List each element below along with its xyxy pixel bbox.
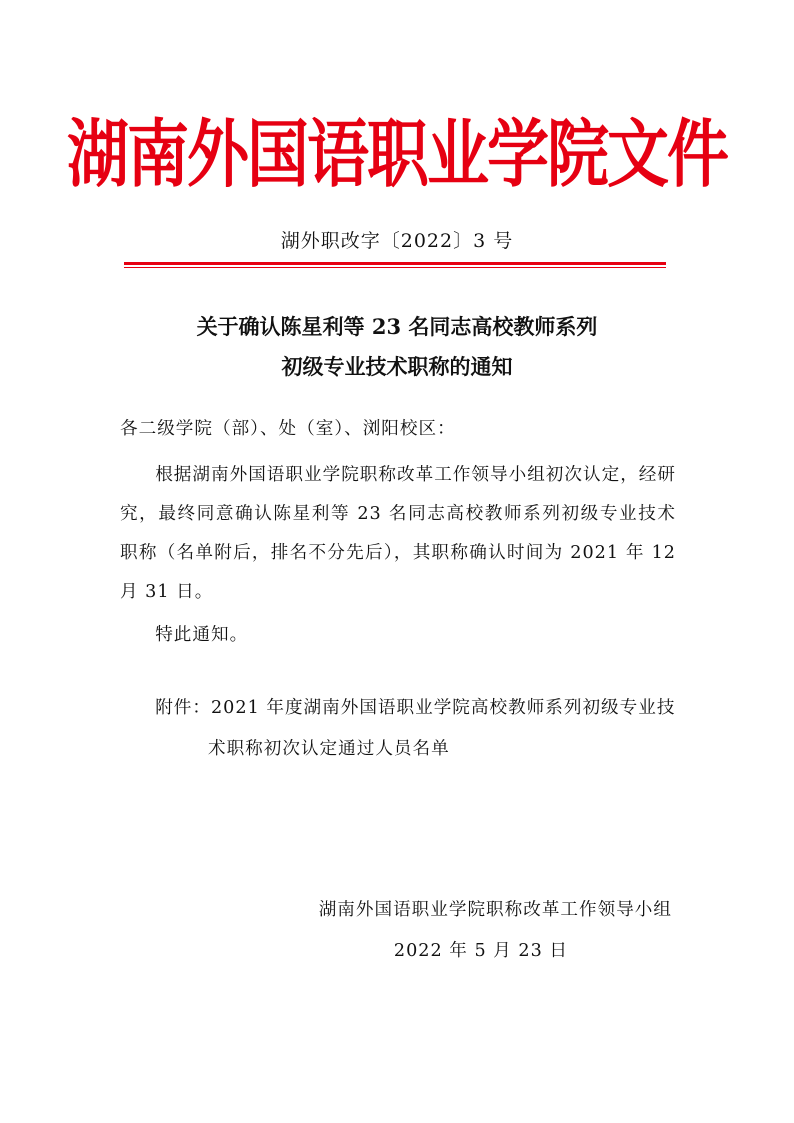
salutation: 各二级学院（部）、处（室）、浏阳校区： [120,419,456,439]
attachment-label: 附件： [155,698,211,718]
red-divider-thin [124,267,666,268]
closing-remark: 特此通知。 [155,625,249,645]
issuer-signature: 湖南外国语职业学院职称改革工作领导小组 [318,900,672,920]
document-number: 湖外职改字〔2022〕3 号 [280,230,514,252]
issue-date: 2022 年 5 月 23 日 [393,941,568,961]
masthead-title: 湖南外国语职业学院文件 [66,111,727,198]
attachment-line-1: 2021 年度湖南外国语职业学院高校教师系列初级专业技 [210,698,676,718]
body-paragraph: 根据湖南外国语职业学院职称改革工作领导小组初次认定，经研究，最终同意确认陈星利等 23 名同志高校教师系列初级专业技术职称（名单附后，排名不分先后），其职称确认时间为 2021 年 12 月 31 日。 [120,465,676,602]
attachment-note [120,688,711,770]
red-divider-thick [124,262,666,265]
notice-title-line-1: 关于确认陈星利等 23 名同志高校教师系列 [196,314,598,339]
notice-title-line-2: 初级专业技术职称的通知 [281,354,513,379]
attachment-line-2: 术职称初次认定通过人员名单 [207,739,450,759]
